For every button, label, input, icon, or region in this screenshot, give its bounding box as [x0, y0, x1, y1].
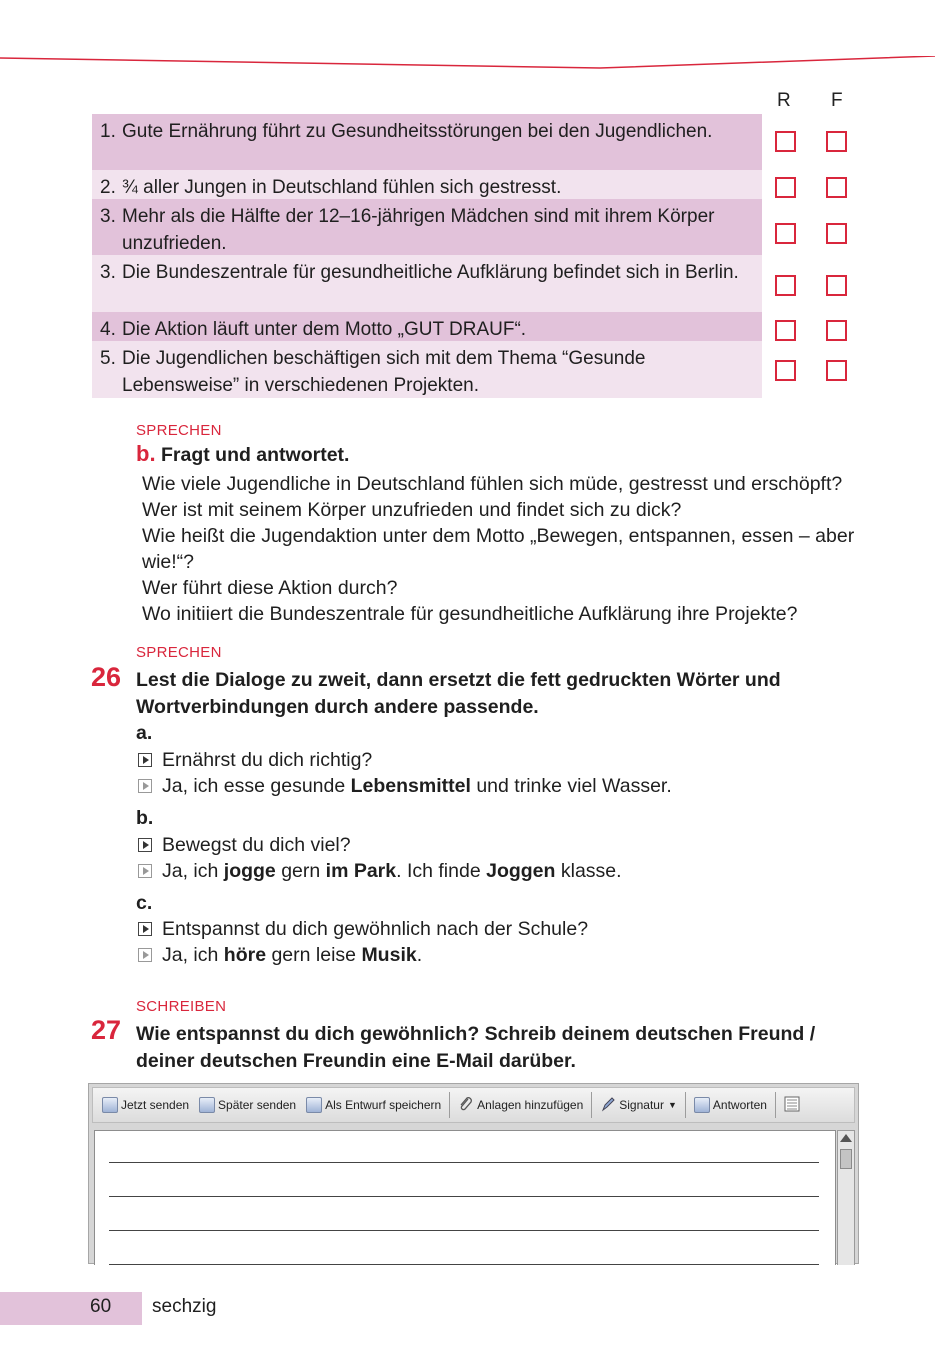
statement-number: 4.	[100, 319, 116, 340]
dialog-answer	[136, 773, 672, 799]
reply-icon	[694, 1097, 710, 1113]
save-draft-label: Als Entwurf speichern	[325, 1098, 442, 1112]
task-27-title: Wie entspannst du dich gewöhnlich? Schreib deinem deutschen Freund / deiner deutschen Freundin eine E-Mail darüber.	[136, 1023, 816, 1072]
section-tag-speaking: SPRECHEN	[136, 644, 222, 661]
editor-scrollbar[interactable]	[837, 1130, 855, 1265]
question-item: Wer führt diese Aktion durch?	[142, 577, 398, 599]
dialog-letter-a: a.	[136, 722, 153, 744]
play-icon[interactable]	[138, 948, 152, 962]
attach-button[interactable]	[453, 1091, 588, 1119]
play-icon[interactable]	[138, 779, 152, 793]
statement-text: Gute Ernährung führt zu Gesundheitsstörungen bei den Jugendlichen.	[122, 121, 713, 142]
statement-text: Mehr als die Hälfte der 12–16-jährigen Mädchen sind mit ihrem Körper unzufrieden.	[122, 206, 715, 254]
task-26-title: Lest die Dialoge zu zweit, dann ersetzt die fett gedruckten Wörter und Wortverbindungen durch andere passende.	[136, 669, 781, 718]
bold-phrase: Joggen	[486, 860, 556, 882]
statement-row	[92, 114, 762, 170]
question-item: Wie heißt die Jugendaktion unter dem Motto „Bewegen, entspannen, essen – aber wie!“?	[142, 525, 855, 573]
dialog-answer-text	[162, 860, 622, 882]
play-icon[interactable]	[138, 864, 152, 878]
paperclip-icon	[458, 1096, 474, 1115]
statement-row	[92, 255, 762, 312]
dialog-answer	[136, 942, 588, 968]
pen-icon	[600, 1096, 616, 1115]
statement-text: ¾ aller Jungen in Deutschland fühlen sich gestresst.	[122, 177, 562, 198]
task-number-27: 27	[91, 1015, 122, 1045]
dialog-question	[136, 916, 588, 942]
answer-segment: Ja, ich	[162, 944, 224, 966]
writing-line	[109, 1162, 819, 1163]
email-body-editor[interactable]	[94, 1130, 836, 1265]
toolbar-separator	[685, 1092, 686, 1118]
play-icon[interactable]	[138, 838, 152, 852]
checkbox-r-6[interactable]	[775, 360, 796, 381]
clock-icon	[199, 1097, 215, 1113]
answer-segment: Ja, ich	[162, 860, 224, 882]
checkbox-r-5[interactable]	[775, 320, 796, 341]
writing-line	[109, 1264, 819, 1265]
dialog-question-text: Ernährst du dich richtig?	[162, 749, 373, 771]
part-b-heading	[136, 440, 349, 469]
bold-phrase: Musik	[361, 944, 417, 966]
part-b-letter: b.	[136, 441, 156, 466]
play-icon[interactable]	[138, 753, 152, 767]
checkbox-f-6[interactable]	[826, 360, 847, 381]
dialog-letter-c: c.	[136, 892, 153, 914]
toolbar-separator	[449, 1092, 450, 1118]
statement-row	[92, 199, 762, 255]
signature-button[interactable]	[595, 1091, 682, 1119]
chevron-down-icon: ▼	[667, 1100, 677, 1110]
writing-line	[109, 1230, 819, 1231]
checkbox-f-1[interactable]	[826, 131, 847, 152]
dialog-c	[136, 916, 588, 968]
checkbox-f-3[interactable]	[826, 223, 847, 244]
save-icon	[306, 1097, 322, 1113]
checkbox-r-1[interactable]	[775, 131, 796, 152]
answer-segment: . Ich finde	[396, 860, 487, 882]
send-now-button[interactable]	[97, 1091, 194, 1119]
page-number: 60	[90, 1296, 112, 1317]
bold-phrase: jogge	[223, 860, 276, 882]
dialog-answer-text	[162, 775, 672, 797]
writing-line	[109, 1196, 819, 1197]
bold-phrase: höre	[223, 944, 267, 966]
email-compose-window	[88, 1083, 859, 1264]
rf-header-f: F	[831, 90, 843, 111]
bold-phrase: im Park	[325, 860, 397, 882]
dialog-question-text: Entspannst du dich gewöhnlich nach der Schule?	[162, 918, 589, 940]
statement-row	[92, 341, 762, 398]
signature-label: Signatur	[619, 1098, 664, 1112]
question-item: Wo initiiert die Bundeszentrale für gesundheitliche Aufklärung ihre Projekte?	[142, 603, 798, 625]
save-draft-button[interactable]	[301, 1091, 446, 1119]
reply-label: Antworten	[712, 1098, 767, 1112]
toolbar-separator	[591, 1092, 592, 1118]
checkbox-f-5[interactable]	[826, 320, 847, 341]
dialog-b	[136, 832, 622, 884]
dialog-question	[136, 747, 672, 773]
answer-segment: gern leise	[266, 944, 362, 966]
section-tag-writing: SCHREIBEN	[136, 998, 227, 1015]
statement-row	[92, 170, 762, 199]
statement-number: 2.	[100, 177, 116, 198]
checkbox-r-3[interactable]	[775, 223, 796, 244]
dialog-letter-b: b.	[136, 807, 154, 829]
checkbox-r-4[interactable]	[775, 275, 796, 296]
answer-segment: gern	[275, 860, 326, 882]
dialog-question-text: Bewegst du dich viel?	[162, 834, 351, 856]
top-decorative-line	[0, 56, 935, 76]
question-item: Wer ist mit seinem Körper unzufrieden und findet sich zu dick?	[142, 499, 682, 521]
statements-table	[92, 114, 762, 398]
send-icon	[102, 1097, 118, 1113]
email-toolbar	[92, 1087, 855, 1123]
statement-number: 3.	[100, 262, 116, 283]
statement-number: 5.	[100, 348, 116, 369]
play-icon[interactable]	[138, 922, 152, 936]
scroll-thumb[interactable]	[840, 1149, 852, 1169]
dialog-a	[136, 747, 672, 799]
scroll-up-icon[interactable]	[840, 1134, 852, 1142]
more-options-button[interactable]	[779, 1091, 805, 1119]
bold-phrase: Lebensmittel	[350, 775, 471, 797]
send-now-label: Jetzt senden	[121, 1098, 190, 1112]
grid-icon	[784, 1096, 800, 1115]
checkbox-r-2[interactable]	[775, 177, 796, 198]
attach-label: Anlagen hinzufügen	[477, 1098, 584, 1112]
question-list	[142, 471, 902, 627]
task-number-26: 26	[91, 662, 122, 692]
answer-segment: klasse.	[555, 860, 622, 882]
statement-text: Die Aktion läuft unter dem Motto „GUT DRAUF“.	[122, 319, 527, 340]
toolbar-separator	[775, 1092, 776, 1118]
statement-text: Die Jugendlichen beschäftigen sich mit dem Thema “Gesunde Lebensweise” in verschiedenen Projekten.	[122, 348, 646, 396]
answer-segment: und trinke viel Wasser.	[470, 775, 672, 797]
part-b-title: Fragt und antwortet.	[160, 444, 350, 466]
question-item: Wie viele Jugendliche in Deutschland fühlen sich müde, gestresst und erschöpft?	[142, 473, 843, 495]
section-tag-speaking: SPRECHEN	[136, 422, 222, 439]
answer-segment: .	[416, 944, 423, 966]
page-number-word: sechzig	[152, 1296, 217, 1317]
statement-row	[92, 312, 762, 341]
answer-segment: Ja, ich esse gesunde	[162, 775, 351, 797]
checkbox-f-2[interactable]	[826, 177, 847, 198]
page-number-band	[0, 1292, 142, 1325]
checkbox-f-4[interactable]	[826, 275, 847, 296]
reply-button[interactable]	[689, 1091, 772, 1119]
dialog-answer-text	[162, 944, 422, 966]
statement-text: Die Bundeszentrale für gesundheitliche Aufklärung befindet sich in Berlin.	[122, 262, 739, 283]
dialog-question	[136, 832, 622, 858]
send-later-label: Später senden	[218, 1098, 297, 1112]
rf-header-r: R	[777, 90, 791, 111]
statement-number: 3.	[100, 206, 116, 227]
statement-number: 1.	[100, 121, 116, 142]
dialog-answer	[136, 858, 622, 884]
send-later-button[interactable]	[194, 1091, 301, 1119]
